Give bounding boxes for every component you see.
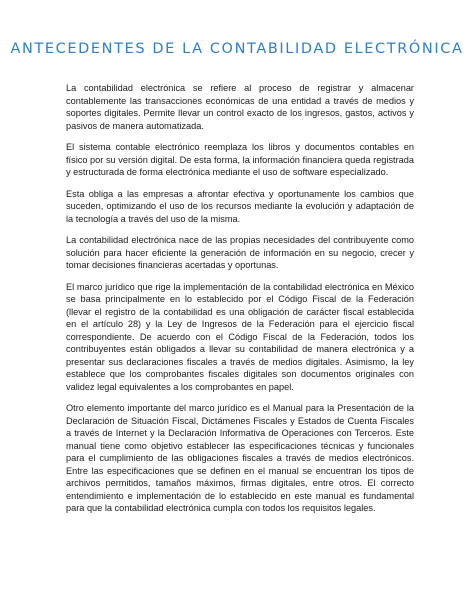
document-title: ANTECEDENTES DE LA CONTABILIDAD ELECTRÓNICA [10, 41, 464, 57]
paragraph-2: El sistema contable electrónico reemplaza los libros y documentos contables en físico por su versión digital. De esta forma, la información financiera queda registrada y estructurada de forma electrónica mediante el uso de software especializado. [66, 142, 414, 177]
paragraph-4: La contabilidad electrónica nace de las propias necesidades del contribuyente como solución para hacer eficiente la generación de información en su negocio, crecer y tomar decisiones financieras acertadas y oportunas. [66, 235, 414, 270]
paragraph-1: La contabilidad electrónica se refiere al proceso de registrar y almacenar contablemente las transacciones económicas de una entidad a través de medios y soportes digitales. Permite llevar un control exacto de los ingresos, gastos, activos y pasivos de manera automatizada. [66, 83, 414, 131]
document-body [66, 82, 414, 515]
paragraph-3: Esta obliga a las empresas a afrontar efectiva y oportunamente los cambios que suceden, optimizando el uso de los recursos mediante la evolución y adaptación de la tecnología a través del uso de la misma. [66, 188, 414, 224]
paragraph-5: El marco jurídico que rige la implementación de la contabilidad electrónica en México se basa principalmente en lo establecido por el Código Fiscal de la Federación (llevar el registro de la contabilidad es una obligación de carácter fiscal establecida en el artículo 28) y la Ley de Ingresos de la Federación para el ejercicio fiscal correspondiente. De acuerdo con el Código Fiscal de la Federación, todos los contribuyentes están obligados a llevar su contabilidad de manera electrónica y a presentar sus declaraciones fiscales a través de medios digitales. Asimismo, la ley establece que los comprobantes fiscales digitales son documentos originales con validez legal equivalentes a los comprobantes en papel. [66, 281, 414, 392]
paragraph-6: Otro elemento importante del marco jurídico es el Manual para la Presentación de la Declaración de Situación Fiscal, Dictámenes Fiscales y Estados de Cuenta Fiscales a través de Internet y la Declaración Informativa de Operaciones con Terceros. Este manual tiene como objetivo establecer las especificaciones técnicas y funcionales para el cumplimiento de las obligaciones fiscales a través de medios electrónicos. Entre las especificaciones que se definen en el manual se encuentran los tipos de archivos permitidos, tamaños máximos, firmas digitales, entre otros. El correcto entendimiento e implementación de lo establecido en este manual es fundamental para que la contabilidad electrónica cumpla con todos los requisitos legales. [66, 403, 414, 513]
